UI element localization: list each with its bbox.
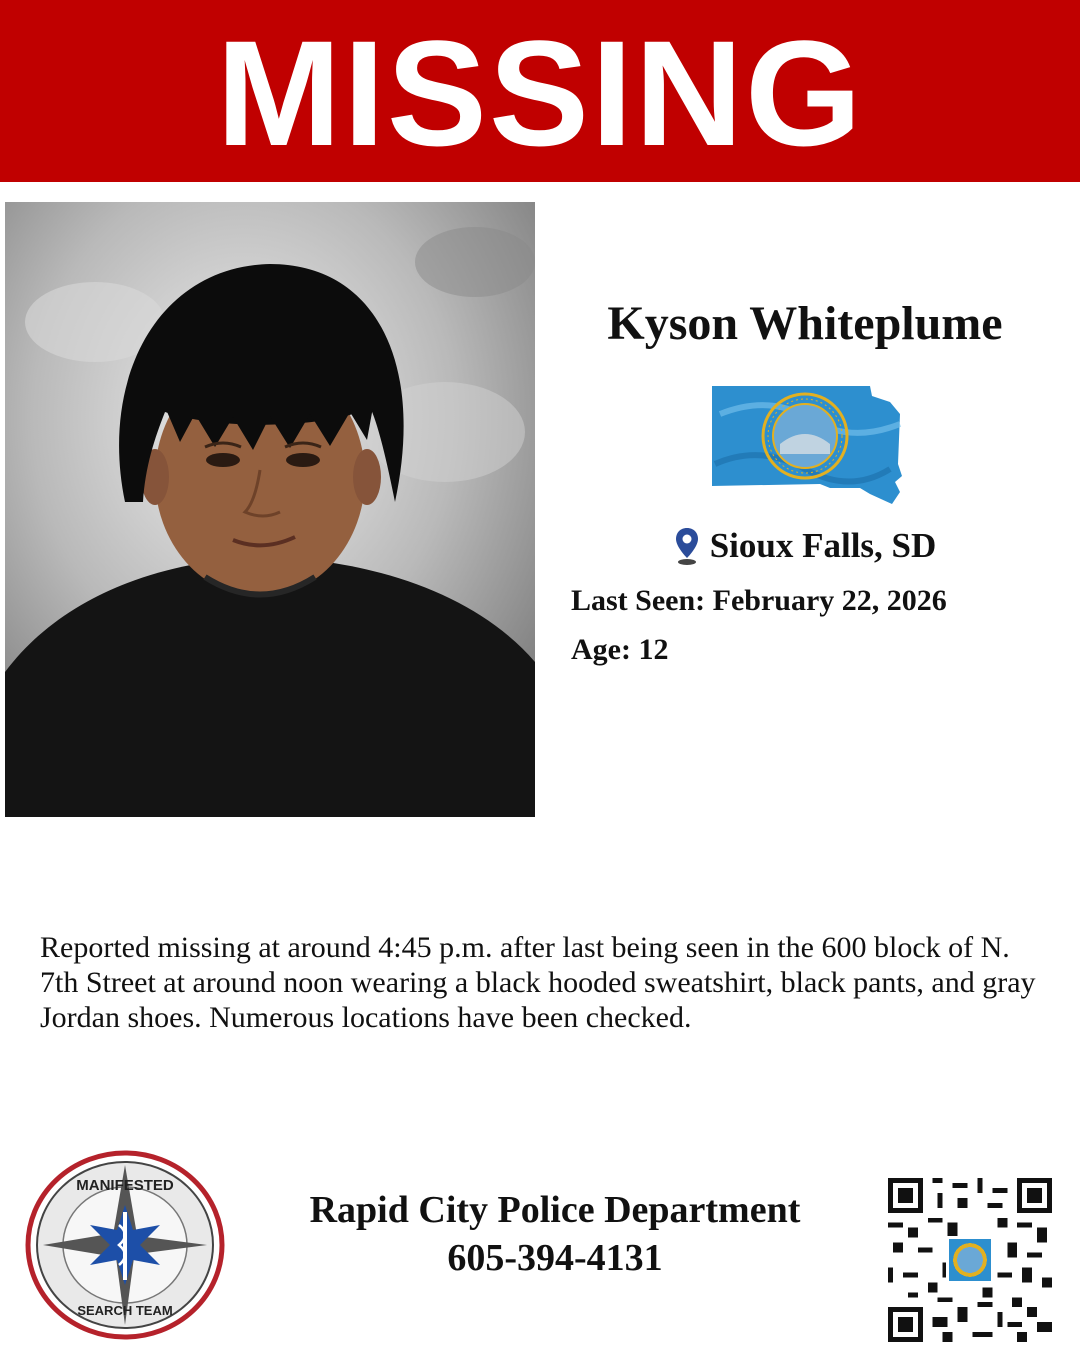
south-dakota-flag-icon: [710, 384, 905, 509]
last-seen-date: Last Seen: February 22, 2026: [571, 584, 947, 617]
missing-banner: [0, 0, 1080, 182]
age: Age: 12: [571, 633, 669, 666]
logo-top-text: MANIFESTED: [76, 1177, 174, 1194]
logo-bottom-text: SEARCH TEAM: [77, 1303, 173, 1318]
contact-block: [265, 1186, 845, 1282]
qr-code[interactable]: [888, 1178, 1052, 1342]
incident-description: Reported missing at around 4:45 p.m. after last being seen in the 600 block of N. 7th Street at around noon wearing a black hooded sweatshirt, black pants, and gray Jordan shoes. Numerous locations have been checked.: [40, 931, 1036, 1034]
map-pin-icon: [674, 526, 700, 566]
location: [560, 526, 1050, 566]
person-name: Kyson Whiteplume: [607, 297, 1003, 350]
missing-person-photo: [5, 202, 535, 817]
department-phone: 605-394-4131: [447, 1237, 663, 1279]
department-name: Rapid City Police Department: [309, 1189, 801, 1231]
banner-title: MISSING: [216, 9, 864, 177]
portrait-illustration: [5, 202, 535, 817]
location-text: Sioux Falls, SD: [709, 526, 937, 565]
manifested-search-team-logo: [25, 1150, 225, 1340]
